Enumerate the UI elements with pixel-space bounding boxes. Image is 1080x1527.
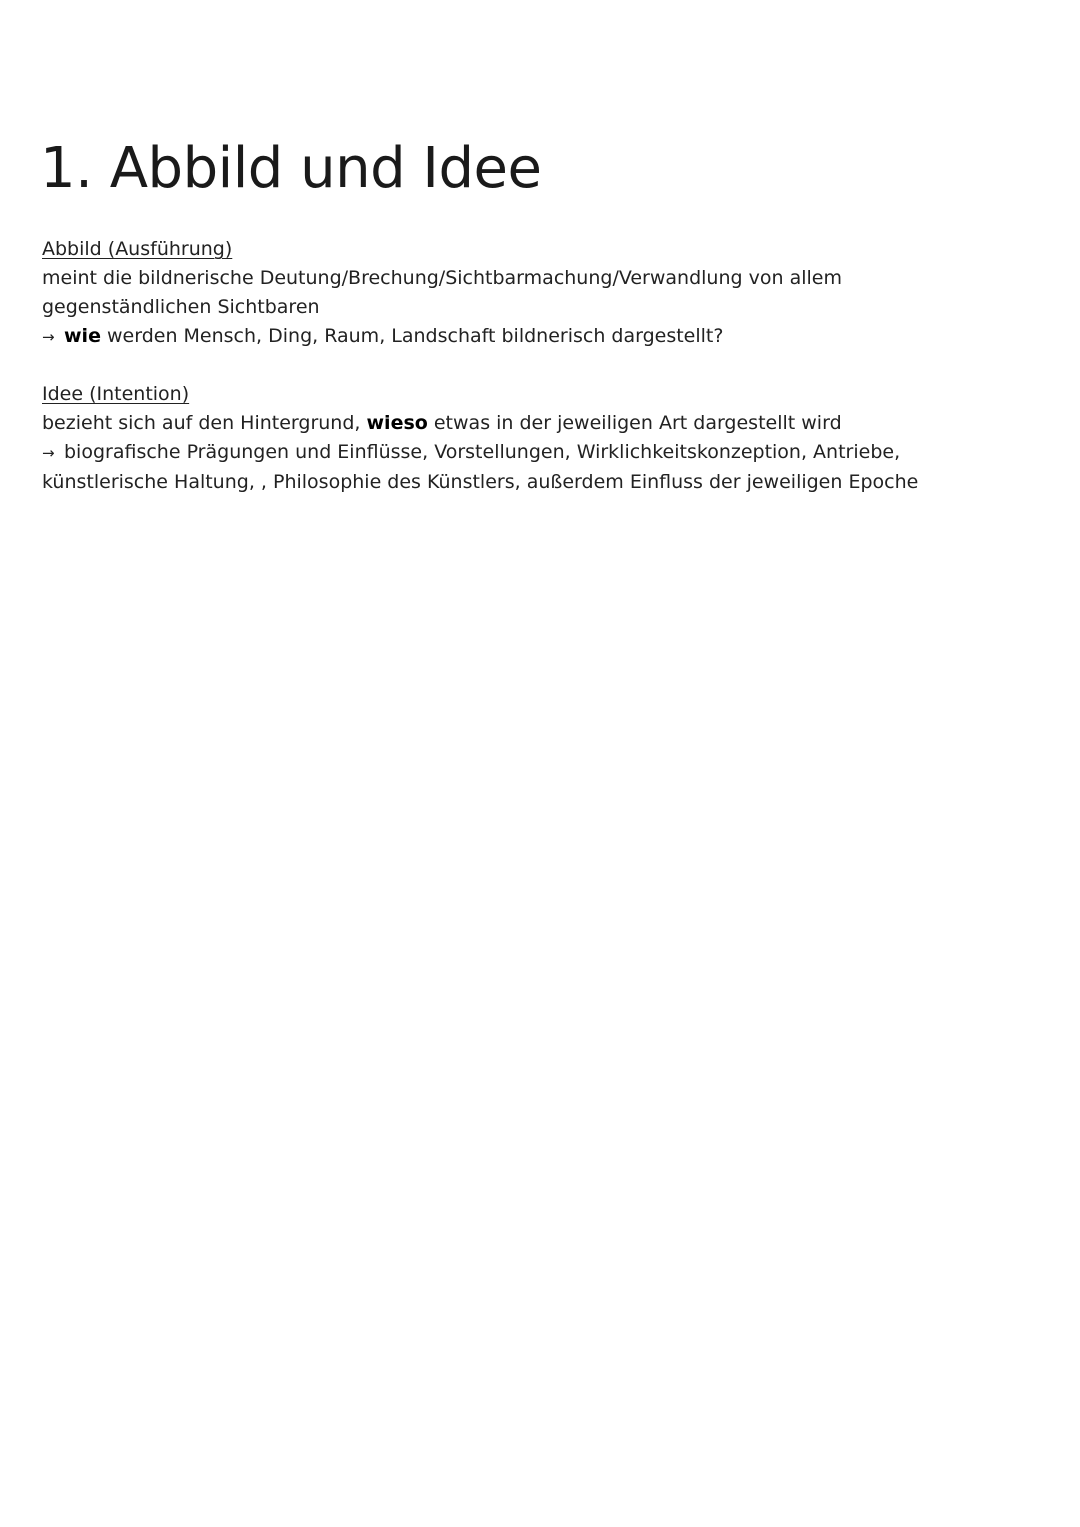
section-abbild: [42, 235, 1042, 352]
arrow-icon: →: [42, 444, 55, 462]
arrow-line: [42, 438, 1042, 468]
paragraph-line: [42, 409, 1042, 438]
page-title: 1. Abbild und Idee: [40, 136, 542, 201]
section-heading: Idee (Intention): [42, 383, 190, 405]
section-heading-row: [42, 380, 1042, 409]
section-heading-row: [42, 235, 1042, 264]
arrow-line-text: werden Mensch, Ding, Raum, Landschaft bildnerisch dargestellt?: [100, 325, 724, 347]
paragraph-text: bezieht sich auf den Hintergrund,: [42, 412, 367, 434]
paragraph-line: meint die bildnerische Deutung/Brechung/Sichtbarmachung/Verwandlung von allem: [42, 267, 842, 289]
arrow-icon: →: [42, 328, 55, 346]
section-heading: Abbild (Ausführung): [42, 238, 233, 260]
paragraph-line: künstlerische Haltung, , Philosophie des Künstlers, außerdem Einfluss der jeweiligen Epoche: [42, 471, 919, 493]
paragraph-line: gegenständlichen Sichtbaren: [42, 296, 320, 318]
paragraph-text: etwas in der jeweiligen Art dargestellt wird: [427, 412, 842, 434]
arrow-line: [42, 322, 1042, 352]
emphasis-text: wie: [64, 325, 101, 347]
emphasis-text: wieso: [366, 412, 428, 434]
arrow-line-text: biografische Prägungen und Einflüsse, Vorstellungen, Wirklichkeitskonzeption, Antriebe,: [64, 441, 901, 463]
section-idee: [42, 380, 1042, 497]
